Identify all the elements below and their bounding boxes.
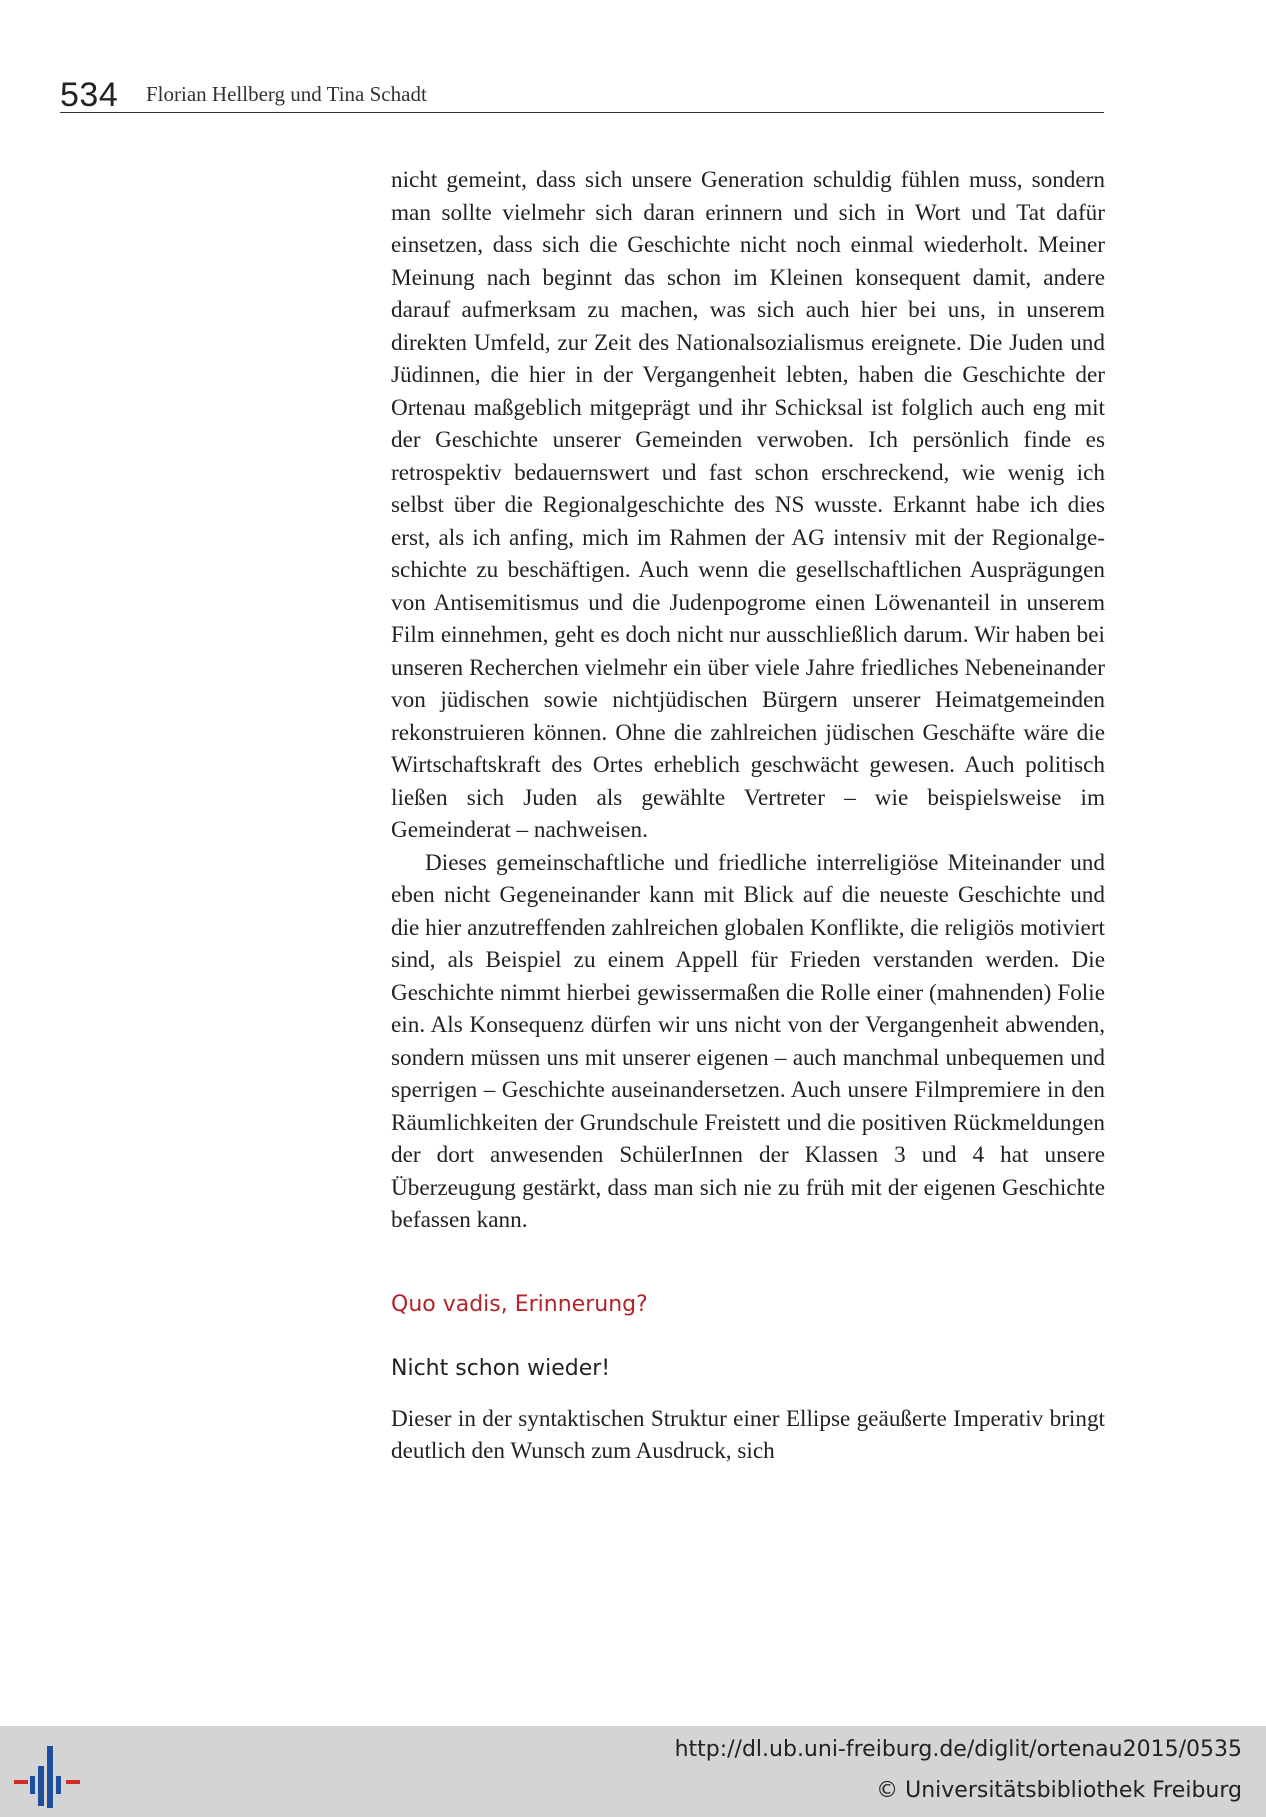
permalink-url[interactable]: http://dl.ub.uni-freiburg.de/diglit/ortenau2015/0535 [674, 1737, 1242, 1762]
running-head [60, 76, 1104, 113]
copyright-notice: © Universitätsbibliothek Freiburg [876, 1778, 1242, 1803]
body-text [391, 164, 1105, 1468]
ub-freiburg-logo-icon [14, 1738, 80, 1808]
paragraph: Dieser in der syntaktischen Struktur einer Ellipse geäußerte Imperativ bringt deutlich den Wunsch zum Ausdruck, sich [391, 1405, 1105, 1464]
paragraph: nicht gemeint, dass sich unsere Generation schuldig fühlen muss, sondern man sollte vielmehr sich daran erinnern und sich in Wort und Tat dafür einsetzen, dass sich die Geschichte nicht noch einmal wiederholt. Meiner Meinung nach beginnt das schon im Kleinen konsequent damit, andere darauf aufmerksam zu machen, was sich auch hier bei uns, in unserem direkten Umfeld, zur Zeit des Nationalsozialismus ereignete. Die Juden und Jüdinnen, die hier in der Vergangenheit lebten, haben die Geschichte der Ortenau maßgeblich mitgeprägt und ihr Schicksal ist folglich auch eng mit der Geschichte unserer Gemeinden verwoben. Ich persönlich finde es retrospektiv bedauernswert und fast schon erschreckend, wie wenig ich selbst über die Regionalgeschichte des NS wusste. Erkannt habe ich dies erst, als ich anfing, mich im Rahmen der AG intensiv mit der Regionalgeschichte zu beschäftigen. Auch wenn die gesellschaftlichen Ausprägungen von Antisemitismus und die Judenpogrome einen Löwenanteil in unserem Film einnehmen, geht es doch nicht nur ausschließlich darum. Wir haben bei unseren Recherchen vielmehr ein über viele Jahre friedliches Nebeneinander von jüdischen sowie nichtjüdischen Bürgern unserer Heimatgemeinden rekonstruieren können. Ohne die zahlreichen jüdischen Geschäfte wäre die Wirtschaftskraft des Ortes erheblich geschwächt gewesen. Auch politisch ließen sich Juden als gewählte Vertreter – wie beispielsweise im Gemeinderat – nachweisen. [391, 167, 1105, 843]
page-number: 534 [60, 76, 119, 114]
section-heading: Quo vadis, Erinnerung? [391, 1291, 648, 1317]
paragraph: Dieses gemeinschaftliche und friedliche interreligiöse Miteinander und eben nicht Gegeneinander kann mit Blick auf die neueste Geschichte und die hier anzutreffenden zahlreichen globalen Konflikte, die religiös motiviert sind, als Beispiel zu einem Appell für Frieden verstanden werden. Die Geschichte nimmt hierbei gewissermaßen die Rolle einer (mahnenden) Folie ein. Als Konsequenz dürfen wir uns nicht von der Vergangenheit abwenden, sondern müssen uns mit unserer eigenen – auch manchmal unbequemen und sperrigen – Geschichte auseinandersetzen. Auch unsere Filmpremiere in den Räumlichkeiten der Grundschule Freistett und die positiven Rückmeldungen der dort anwesenden SchülerInnen der Klassen 3 und 4 hat unsere Überzeugung gestärkt, dass man sich nie zu früh mit der eigenen Geschichte befassen kann. [391, 849, 1105, 1233]
subsection-heading: Nicht schon wieder! [391, 1355, 611, 1381]
running-title: Florian Hellberg und Tina Schadt [146, 82, 427, 106]
